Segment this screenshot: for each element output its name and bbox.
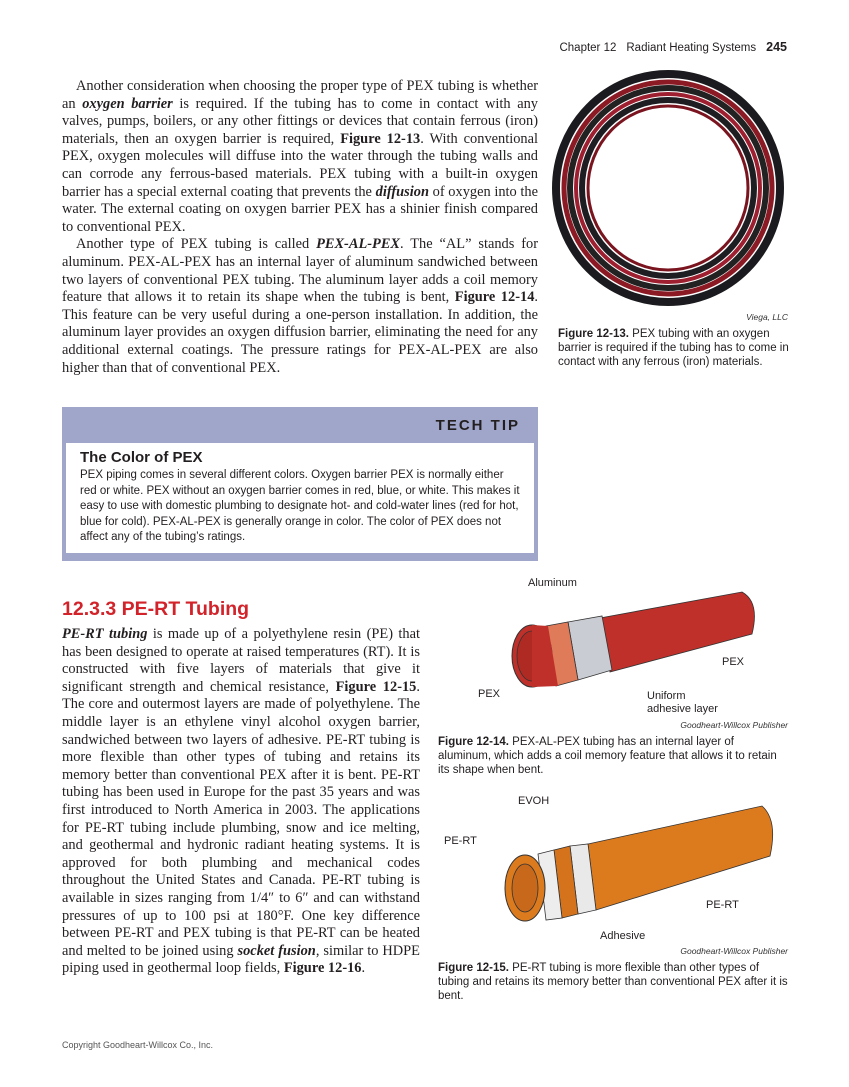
paragraph — [62, 78, 538, 236]
figure-12-15-caption — [438, 961, 790, 1003]
figure-12-13-credit: Viega, LLC — [746, 312, 788, 322]
figure-12-13-caption — [558, 327, 790, 369]
term-socket-fusion: socket fusion — [237, 942, 316, 959]
text: is made up of a polyethylene resin (PE) that has been designed to operate at raised temperatures (RT). It is constructed with five layers of materials that give it significant strength and chemical resistance, — [62, 626, 420, 695]
tech-tip-label: TECH TIP — [435, 417, 520, 434]
chapter-label: Chapter 12 — [559, 42, 617, 54]
text: , similar to HDPE piping used in geothermal loop fields, — [62, 942, 420, 977]
running-header — [559, 40, 787, 54]
label-pex-outer: PEX — [722, 656, 745, 668]
paragraph — [62, 626, 420, 978]
figure-label: Figure 12-14. — [438, 736, 509, 748]
term-diffusion: diffusion — [375, 183, 429, 200]
tech-tip-box — [62, 407, 538, 561]
label-evoh: EVOH — [518, 795, 550, 807]
chapter-title: Radiant Heating Systems — [626, 42, 757, 54]
page-number: 245 — [766, 40, 787, 54]
figure-ref[interactable]: Figure 12-14 — [454, 289, 535, 306]
caption-text: PEX tubing with an oxygen barrier is required if the tubing has to come in contact with any ferrous (iron) materials. — [558, 328, 789, 368]
figure-label: Figure 12-15. — [438, 962, 509, 974]
caption-text: PE-RT tubing is more flexible than other types of tubing and retains its memory better than conventional PEX after it is bent. — [438, 962, 788, 1002]
figure-12-13-image — [550, 70, 790, 312]
text: is required. If the tubing has to come in contact with any valves, pumps, boilers, or any other fittings or devices that contain ferrous (iron) materials, then an oxygen barrier is required, — [62, 95, 539, 147]
text: . With conventional PEX, oxygen molecules will diffuse into the water through the tubing walls and can corrode any ferrous-based materials. PEX tubing with a built-in oxygen barrier has a special external coating that prevents the — [62, 130, 538, 200]
figure-ref[interactable]: Figure 12-16 — [283, 960, 362, 977]
tech-tip-content — [66, 443, 534, 553]
paragraph — [62, 236, 538, 377]
figure-12-14-caption — [438, 735, 790, 777]
text: . The core and outermost layers are made of polyethylene. The middle layer is an ethylene vinyl alcohol oxygen barrier, sandwiched between two layers of adhesive. PE-RT tubing is more flexible than other types of tubing and retains its memory better than conventional PEX after it is bent. PE-RT tubing has been used in Europe for the past 35 years and was first introduced to North America in 2003. The applications for PE-RT tubing include plumbing, snow and ice melting, and geothermal and hydronic radiant heating systems. It is approved for both plumbing and mechanical codes throughout the United States and Canada. PE-RT tubing is available in sizes ranging from 1/4″ to 6″ and can withstand pressures of up to 100 psi at 180°F. One key difference between PE-RT and PEX tubing is that PE-RT can be heated and melted to be joined using — [62, 678, 420, 959]
text: Another consideration when choosing the proper type of PEX tubing is whether an — [62, 78, 538, 112]
figure-ref[interactable]: Figure 12-15 — [335, 678, 417, 695]
term-oxygen-barrier: oxygen barrier — [82, 95, 173, 112]
figure-12-15-credit: Goodheart-Willcox Publisher — [680, 946, 788, 956]
label-pe-rt-right: PE-RT — [706, 899, 739, 911]
text: . This feature can be very useful during a one-person installation. In addition, the aluminum layer provides an oxygen diffusion barrier, eliminating the need for any additional external coatings. The pressure ratings for PEX-AL-PEX are also higher than that of conventional PEX. — [62, 289, 538, 376]
copyright-footer: Copyright Goodheart-Willcox Co., Inc. — [62, 1040, 214, 1050]
term-pe-rt: PE-RT tubing — [62, 626, 148, 642]
figure-ref[interactable]: Figure 12-13 — [340, 130, 421, 147]
caption-text: PEX-AL-PEX tubing has an internal layer of aluminum, which adds a coil memory feature that allows it to retain its shape when bent. — [438, 736, 777, 776]
pex-coil-image — [550, 70, 790, 312]
label-pe-rt-left: PE-RT — [444, 835, 477, 847]
pe-rt-text — [62, 626, 420, 978]
label-adhesive-layer: Uniform adhesive layer — [647, 690, 718, 715]
text: . The “AL” stands for aluminum. PEX-AL-PEX has an internal layer of aluminum sandwiched between two layers of conventional PEX tubing. The aluminum layer adds a coil memory feature that allows it to retain its shape when the tubing is bent, — [62, 236, 538, 306]
label-adhesive: Adhesive — [600, 930, 646, 942]
tech-tip-text: PEX piping comes in several different colors. Oxygen barrier PEX is normally either red or white. PEX without an oxygen barrier comes in red, blue, or white. This makes it easy to use with domestic plumbing to designate hot- and cold-water lines (red for hot, blue for cold). PEX-AL-PEX is generally orange in color. The color of PEX does not affect any of the tubing’s ratings. — [80, 469, 520, 543]
section-heading: 12.3.3 PE-RT Tubing — [62, 598, 250, 620]
label-pex-inner: PEX — [478, 688, 501, 700]
intro-text — [62, 78, 538, 377]
tech-tip-title: The Color of PEX — [80, 449, 203, 466]
label-aluminum: Aluminum — [528, 577, 577, 589]
term-pex-al-pex: PEX-AL-PEX — [316, 236, 401, 253]
text: of oxygen into the water. The external coating on oxygen barrier PEX has a shinier finish compared to conventional PEX. — [62, 183, 538, 235]
figure-label: Figure 12-13. — [558, 328, 629, 340]
figure-12-14-credit: Goodheart-Willcox Publisher — [680, 720, 788, 730]
text: Another type of PEX tubing is called — [76, 236, 317, 253]
text: . — [361, 960, 366, 977]
